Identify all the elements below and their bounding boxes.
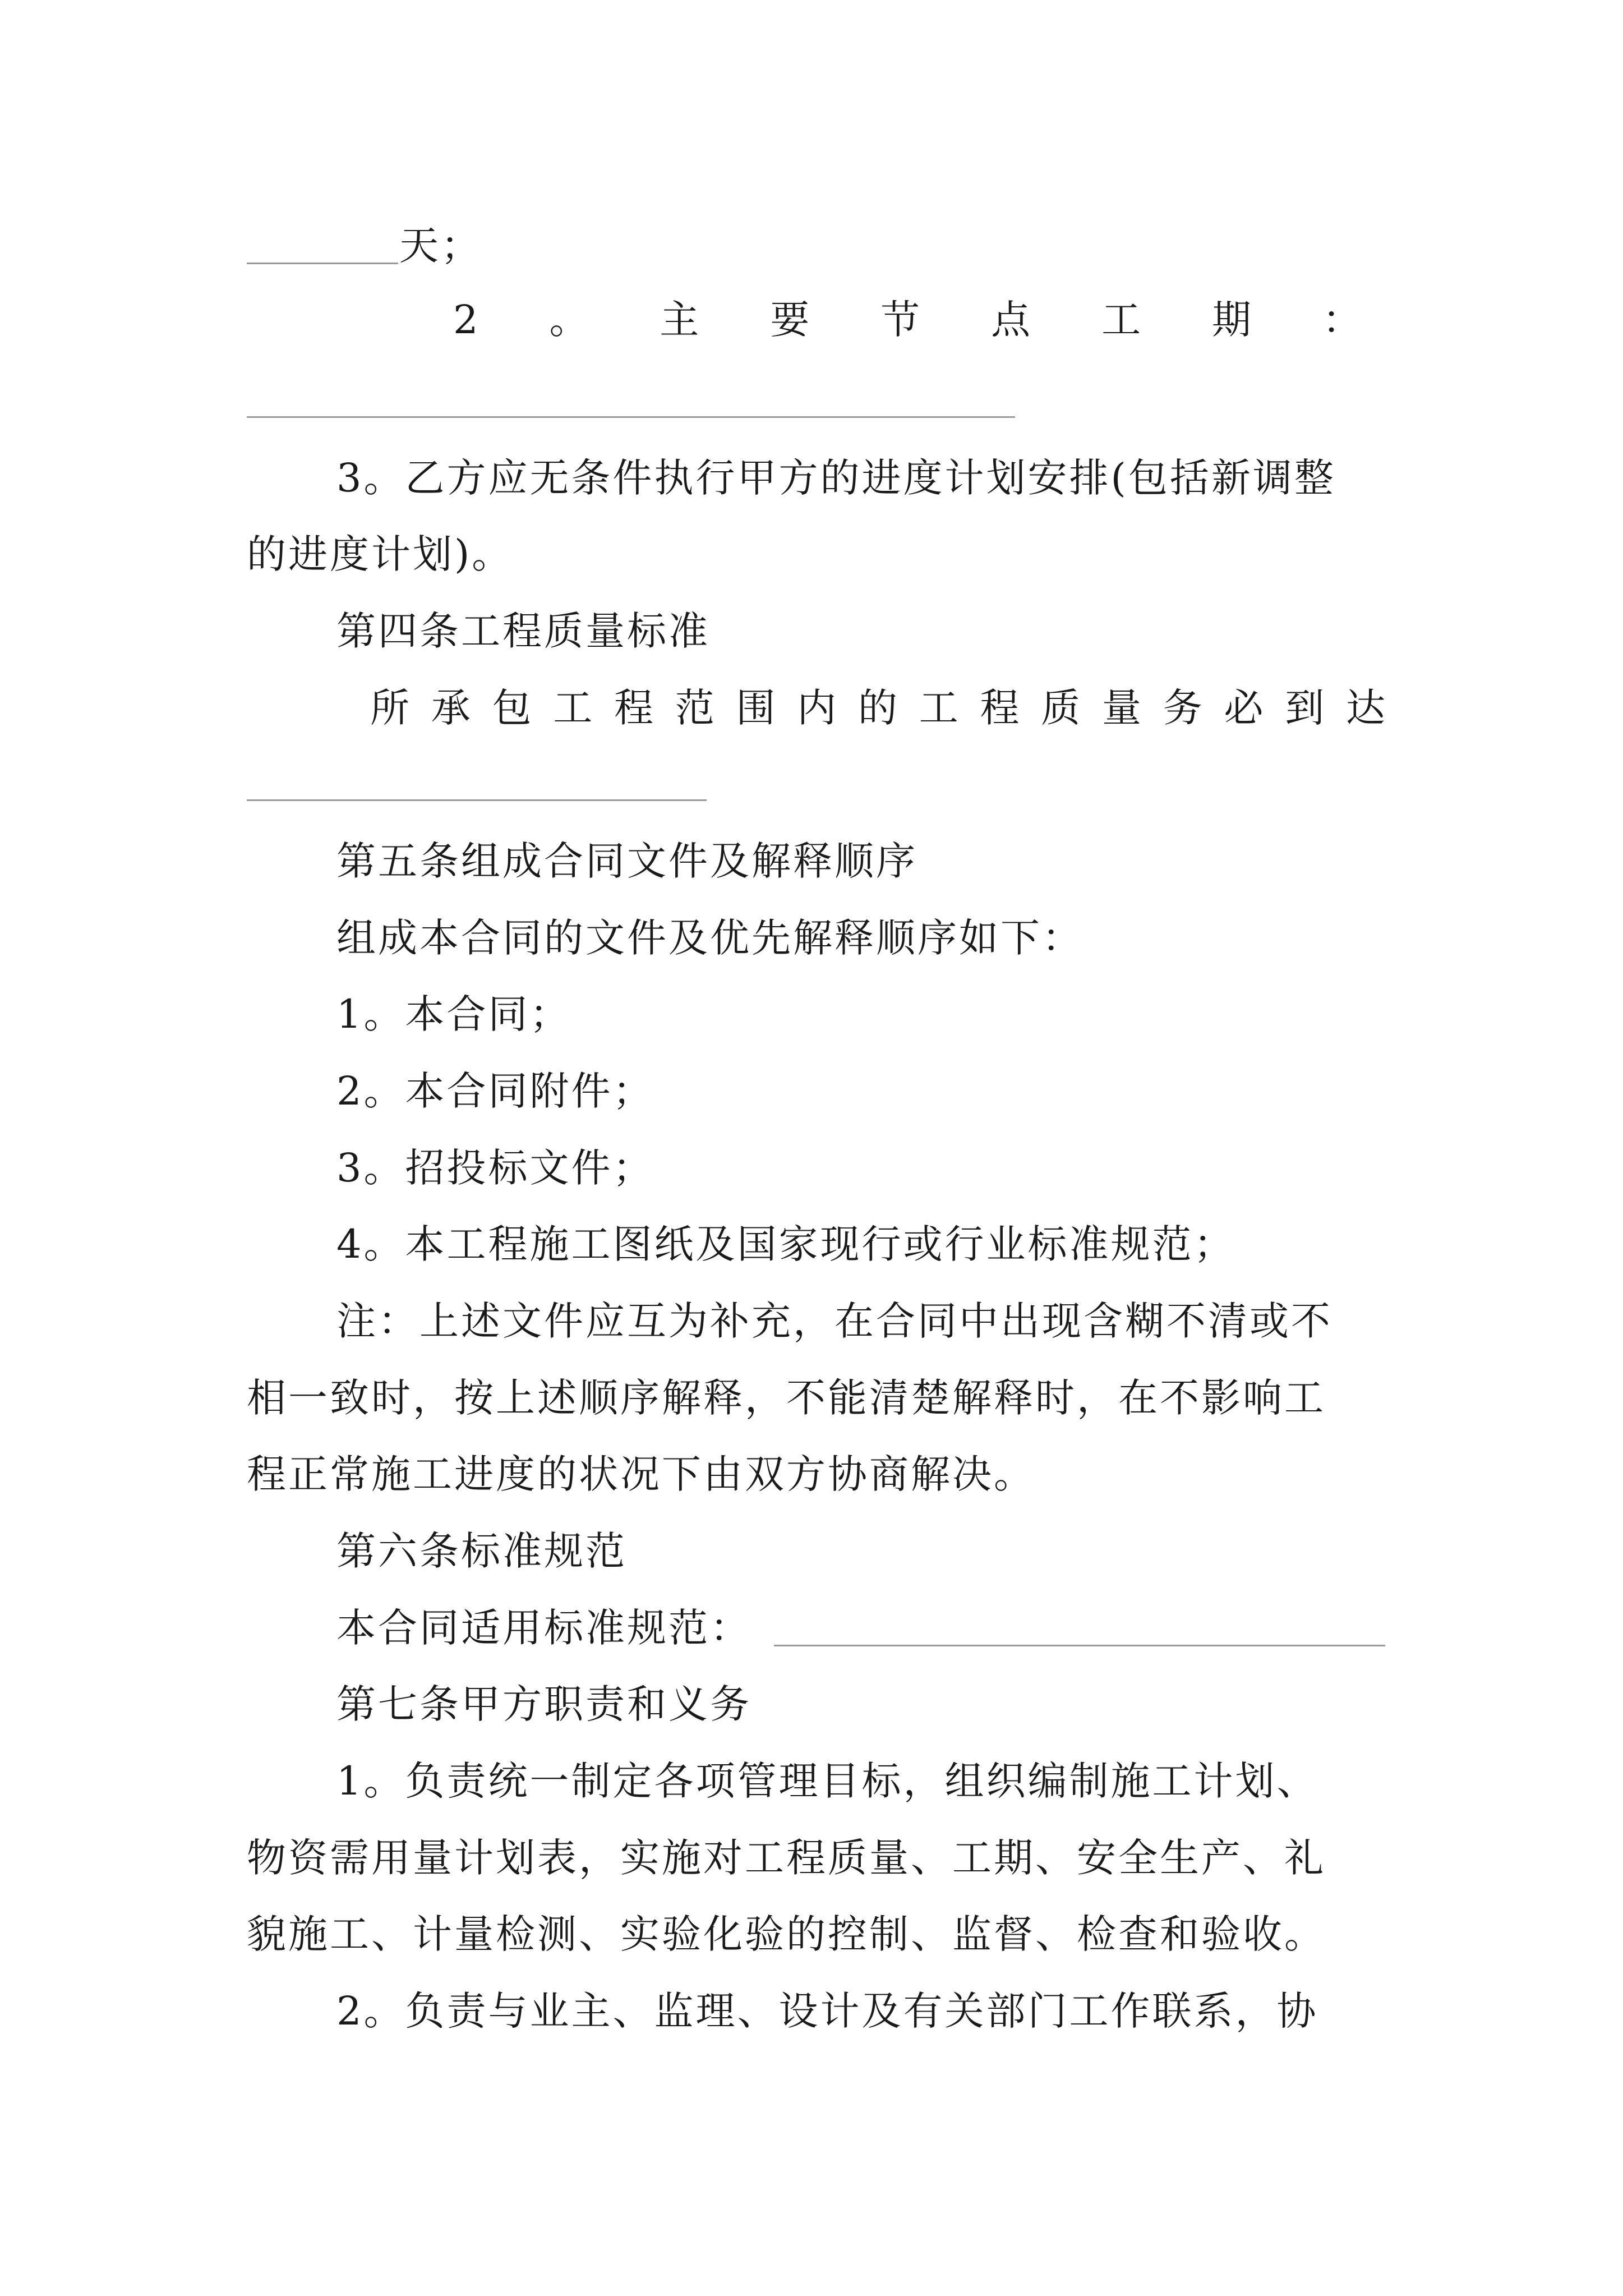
section-heading-quality: 第四条工程质量标准 — [336, 608, 710, 654]
char: 承 — [431, 685, 471, 731]
paragraph-line: 物资需用量计划表，实施对工程质量、工期、安全生产、礼 — [247, 1835, 1326, 1881]
char: 范 — [675, 685, 714, 731]
char: 包 — [492, 685, 532, 731]
char: 工 — [919, 685, 958, 731]
paragraph-line: 程正常施工进度的状况下由双方协商解决。 — [247, 1451, 1035, 1497]
char: 的 — [858, 685, 897, 731]
list-item: 2。本合同附件； — [336, 1068, 654, 1114]
section-heading-party-a: 第七条甲方职责和义务 — [336, 1681, 751, 1727]
blank-line-days — [247, 263, 398, 264]
line-days: 天； — [399, 223, 482, 269]
paragraph-line: 3。乙方应无条件执行甲方的进度计划安排(包括新调整 — [336, 455, 1336, 501]
list-item: 4。本工程施工图纸及国家现行或行业标准规范； — [336, 1221, 1235, 1267]
paragraph-line: 组成本合同的文件及优先解释顺序如下： — [336, 915, 1083, 961]
char: 点 — [991, 297, 1031, 343]
paragraph-line: 2。负责与业主、监理、设计及有关部门工作联系，协 — [336, 1988, 1318, 2034]
char: 主 — [660, 297, 699, 343]
char: 达 — [1346, 685, 1385, 731]
char: 节 — [880, 297, 920, 343]
line-milestone-schedule — [453, 292, 1362, 348]
paragraph-line: 相一致时，按上述顺序解释，不能清楚解释时，在不影响工 — [247, 1375, 1326, 1421]
char: 程 — [980, 685, 1020, 731]
char: 2 — [453, 297, 478, 343]
char: 量 — [1102, 685, 1141, 731]
section-heading-standards: 第六条标准规范 — [336, 1528, 627, 1574]
char: 所 — [370, 685, 409, 731]
paragraph-line: 貌施工、计量检测、实验化验的控制、监督、检查和验收。 — [247, 1911, 1326, 1957]
paragraph-line: 1。负责统一制定各项管理目标，组织编制施工计划、 — [336, 1758, 1318, 1804]
section-heading-documents: 第五条组成合同文件及解释顺序 — [336, 838, 917, 884]
char: 工 — [553, 685, 593, 731]
char: 必 — [1224, 685, 1264, 731]
paragraph-line: 注：上述文件应互为补充，在合同中出现含糊不清或不 — [336, 1298, 1332, 1344]
blank-line-standards — [774, 1645, 1385, 1646]
char: 内 — [797, 685, 837, 731]
line-quality-standard — [370, 680, 1385, 736]
char: 到 — [1285, 685, 1325, 731]
char: 程 — [614, 685, 653, 731]
paragraph-line: 本合同适用标准规范： — [336, 1605, 751, 1651]
char: ： — [1322, 297, 1362, 343]
paragraph-line: 的进度计划)。 — [247, 531, 514, 577]
blank-line-milestone — [247, 416, 1015, 418]
blank-line-quality — [247, 799, 707, 801]
char: 质 — [1041, 685, 1081, 731]
char: 围 — [736, 685, 776, 731]
char: 工 — [1101, 297, 1141, 343]
list-item: 3。招投标文件； — [336, 1145, 654, 1191]
char: 务 — [1163, 685, 1202, 731]
char: 期 — [1212, 297, 1251, 343]
char: 要 — [770, 297, 810, 343]
list-item: 1。本合同； — [336, 991, 571, 1037]
char: 。 — [549, 297, 589, 343]
